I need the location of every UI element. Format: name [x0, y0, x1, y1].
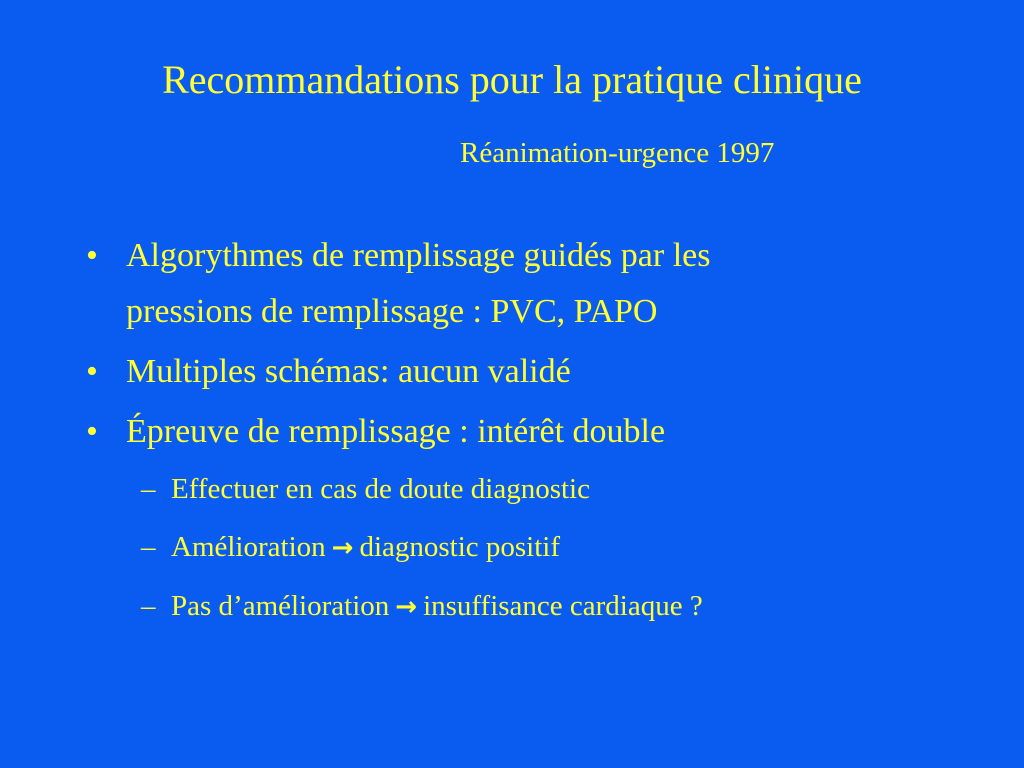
subbullet-text: Effectuer en cas de doute diagnostic — [171, 473, 590, 505]
bullet-item — [86, 344, 946, 400]
subbullet-marker: – — [141, 473, 156, 505]
bullet-text: Épreuve de remplissage : intérêt double — [126, 413, 666, 450]
bullet-marker: • — [86, 353, 98, 390]
slide-title: Recommandations pour la pratique clinique — [162, 57, 862, 102]
bullet-text-line: pressions de remplissage : PVC, PAPO — [126, 293, 658, 330]
bullet-item — [86, 228, 946, 340]
subbullet-item — [86, 470, 946, 508]
subbullet-marker: – — [141, 531, 156, 563]
bullet-item — [86, 404, 946, 460]
subbullet-item — [86, 587, 946, 626]
bullet-text: Multiples schémas: aucun validé — [126, 353, 571, 390]
right-arrow-icon: → — [395, 592, 418, 622]
subbullet-marker: – — [141, 590, 156, 622]
subbullet-text-before: Pas d’amélioration — [171, 590, 390, 622]
subbullet-text-after: insuffisance cardiaque ? — [423, 590, 703, 622]
slide-subtitle: Réanimation-urgence 1997 — [460, 137, 775, 169]
subbullet-text-line — [171, 528, 946, 567]
subbullet-item — [86, 528, 946, 567]
subbullet-text-after: diagnostic positif — [359, 531, 561, 563]
subbullet-text-line — [171, 587, 946, 626]
bullet-text-line: Algorythmes de remplissage guidés par les — [126, 237, 711, 274]
slide-body — [86, 228, 946, 646]
bullet-marker: • — [86, 237, 98, 274]
subbullet-text-before: Amélioration — [171, 531, 326, 563]
right-arrow-icon: → — [331, 533, 354, 563]
bullet-marker: • — [86, 413, 98, 450]
